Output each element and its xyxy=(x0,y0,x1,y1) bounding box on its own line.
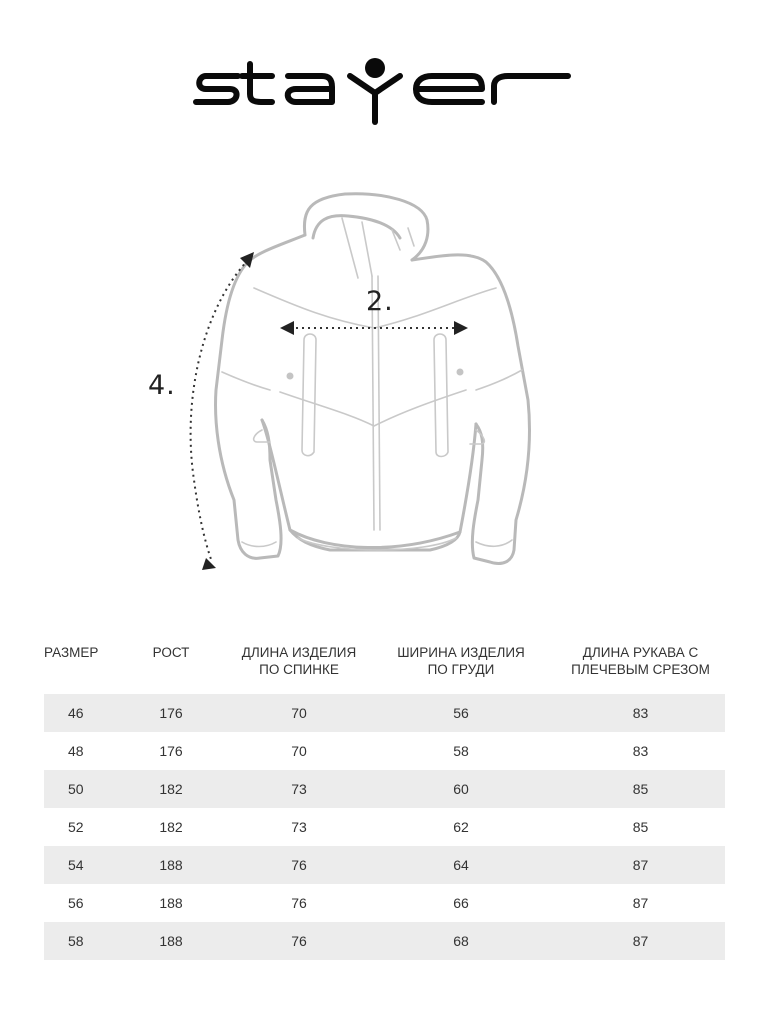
cell-back-length: 73 xyxy=(291,819,307,835)
header-size: РАЗМЕР xyxy=(44,645,99,660)
chest-width-arrow xyxy=(280,321,468,335)
header-back-length: ДЛИНА ИЗДЕЛИЯ ПО СПИНКЕ xyxy=(241,645,357,677)
cell-chest-width: 68 xyxy=(366,922,556,960)
cell-chest-width: 60 xyxy=(366,770,556,808)
header-height: РОСТ xyxy=(152,645,190,660)
size-table-header xyxy=(44,640,725,694)
cell-sleeve-length: 85 xyxy=(632,819,649,835)
cell-sleeve-length: 85 xyxy=(556,770,725,808)
jacket-sketch-icon xyxy=(130,180,570,580)
cell-size: 54 xyxy=(44,846,110,884)
cell-chest-width: 62 xyxy=(453,819,469,835)
cell-size: 50 xyxy=(44,770,110,808)
cell-height: 176 xyxy=(110,694,232,732)
cell-size: 56 xyxy=(68,895,84,911)
cell-chest-width: 58 xyxy=(453,743,469,759)
cell-back-length: 76 xyxy=(291,895,307,911)
table-row xyxy=(44,846,725,884)
cell-size: 48 xyxy=(68,743,84,759)
table-row xyxy=(44,770,725,808)
size-table xyxy=(44,640,725,960)
sleeve-length-arrow xyxy=(191,252,254,570)
cell-back-length: 70 xyxy=(232,694,366,732)
cell-chest-width: 64 xyxy=(366,846,556,884)
cell-sleeve-length: 83 xyxy=(632,743,649,759)
sleeve-measure-label: 4. xyxy=(148,370,176,401)
cell-sleeve-length: 87 xyxy=(556,846,725,884)
cell-back-length: 73 xyxy=(232,770,366,808)
cell-size: 46 xyxy=(44,694,110,732)
cell-back-length: 76 xyxy=(232,846,366,884)
table-row xyxy=(44,922,725,960)
chest-measure-label: 2. xyxy=(366,286,394,317)
table-row xyxy=(44,694,725,732)
cell-height: 188 xyxy=(110,922,232,960)
cell-height: 176 xyxy=(159,743,183,759)
cell-chest-width: 56 xyxy=(366,694,556,732)
cell-sleeve-length: 83 xyxy=(556,694,725,732)
cell-size: 52 xyxy=(68,819,84,835)
table-row xyxy=(44,732,725,770)
cell-sleeve-length: 87 xyxy=(632,895,649,911)
cell-height: 182 xyxy=(159,819,183,835)
brand-logo-graphic xyxy=(192,56,576,126)
table-row xyxy=(44,808,725,846)
cell-size: 58 xyxy=(44,922,110,960)
table-row xyxy=(44,884,725,922)
cell-chest-width: 66 xyxy=(453,895,469,911)
brand-logo xyxy=(192,56,576,126)
cell-back-length: 76 xyxy=(232,922,366,960)
header-sleeve-length: ДЛИНА РУКАВА С ПЛЕЧЕВЫМ СРЕЗОМ xyxy=(571,645,710,677)
jacket-measurement-diagram xyxy=(130,180,570,580)
cell-height: 182 xyxy=(110,770,232,808)
header-chest-width: ШИРИНА ИЗДЕЛИЯ ПО ГРУДИ xyxy=(397,645,525,677)
cell-sleeve-length: 87 xyxy=(556,922,725,960)
cell-back-length: 70 xyxy=(291,743,307,759)
cell-height: 188 xyxy=(110,846,232,884)
logo-figure-head-icon xyxy=(365,58,385,78)
cell-height: 188 xyxy=(159,895,183,911)
